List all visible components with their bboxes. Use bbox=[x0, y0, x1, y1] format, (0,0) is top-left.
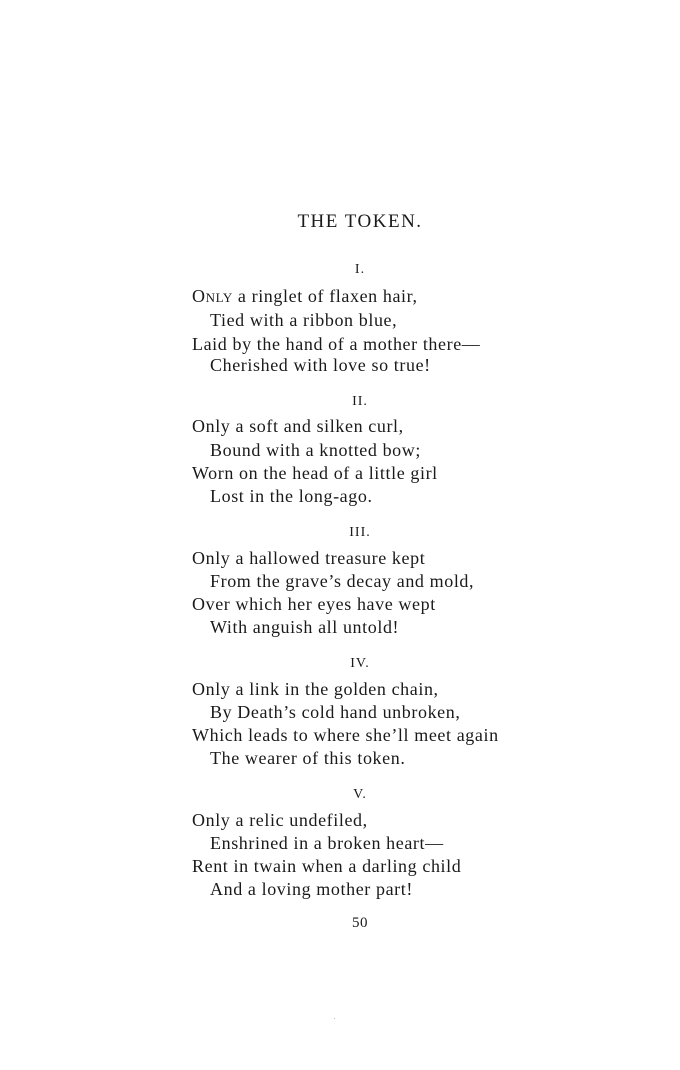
poem-line: Lost in the long-ago. bbox=[210, 486, 373, 506]
poem-line: Only a relic undefiled, bbox=[192, 810, 368, 830]
poem-line: Enshrined in a broken heart— bbox=[210, 833, 444, 853]
paper-speck bbox=[334, 1018, 335, 1019]
stanza-number: IV. bbox=[350, 656, 370, 671]
poem-line: Only a hallowed treasure kept bbox=[192, 548, 426, 568]
poem-line: With anguish all untold! bbox=[210, 617, 400, 637]
poem-line: Over which her eyes have wept bbox=[192, 594, 436, 614]
poem-line: And a loving mother part! bbox=[210, 879, 413, 899]
poem-line: From the grave’s decay and mold, bbox=[210, 571, 475, 591]
stanza-number: V. bbox=[353, 787, 367, 802]
poem-line: Cherished with love so true! bbox=[210, 355, 431, 375]
poem-line: Only a soft and silken curl, bbox=[192, 416, 404, 436]
poem-line: Which leads to where she’ll meet again bbox=[192, 725, 499, 745]
stanza-number: III. bbox=[349, 525, 371, 540]
stanza-number: I. bbox=[354, 262, 366, 277]
poem-line: Bound with a knotted bow; bbox=[210, 440, 421, 460]
stanza-number: II. bbox=[352, 394, 368, 409]
line-text: a ringlet of flaxen hair, bbox=[232, 286, 418, 306]
poem-line: Rent in twain when a darling child bbox=[192, 856, 462, 876]
poem-line: Laid by the hand of a mother there— bbox=[192, 334, 481, 354]
poem-line bbox=[192, 286, 418, 307]
poem-line: Worn on the head of a little girl bbox=[192, 463, 438, 483]
poem-line: The wearer of this token. bbox=[210, 748, 406, 768]
poem-line: Tied with a ribbon blue, bbox=[210, 310, 398, 330]
drop-word: Only bbox=[192, 286, 233, 306]
page-number: 50 bbox=[352, 915, 368, 931]
poem-line: By Death’s cold hand unbroken, bbox=[210, 702, 461, 722]
poem-line: Only a link in the golden chain, bbox=[192, 679, 439, 699]
poem-title: THE TOKEN. bbox=[297, 211, 423, 232]
